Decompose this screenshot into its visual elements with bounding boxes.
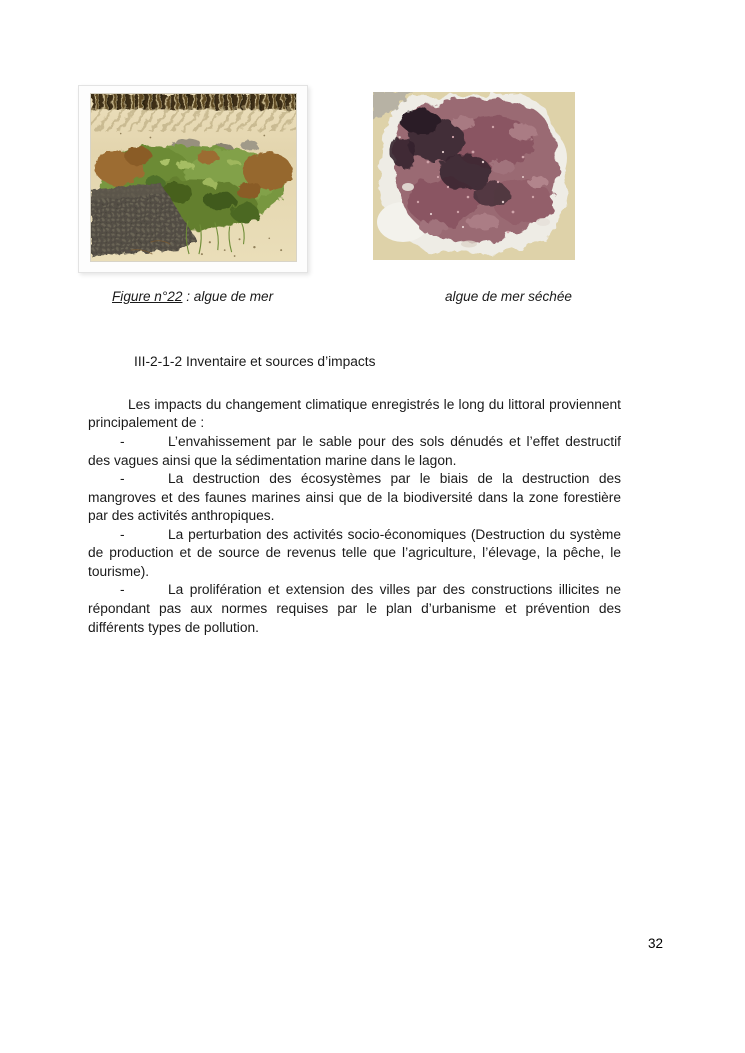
bullet-marker: -	[120, 526, 125, 542]
bullet-item	[88, 433, 621, 470]
section-heading: III-2-1-2 Inventaire et sources d’impacts	[134, 354, 376, 369]
figure-caption-text: : algue de mer	[182, 289, 274, 304]
page-number: 32	[648, 936, 664, 951]
figure-caption-left	[112, 289, 273, 304]
figure-caption-label: Figure n°22	[112, 289, 183, 304]
bullet-marker: -	[120, 434, 125, 450]
section-content	[88, 353, 621, 637]
bullet-item	[88, 470, 621, 526]
photo-algue-de-mer-illustration	[91, 94, 296, 261]
bullet-item	[88, 526, 621, 582]
bullet-item	[88, 581, 621, 637]
bullet-text: La perturbation des activités socio-économiques (Destruction du système de production et de source de revenus telle que l’agriculture, l’élevage, la pêche, le tourisme).	[88, 526, 621, 579]
intro-paragraph: Les impacts du changement climatique enregistrés le long du littoral proviennent principalement de :	[88, 396, 621, 431]
photo-algue-sechee-illustration	[373, 92, 575, 260]
bullet-marker: -	[120, 471, 125, 487]
figure-caption-right: algue de mer séchée	[445, 289, 572, 304]
bullet-text: La destruction des écosystèmes par le biais de la destruction des mangroves et des faunes marines ainsi que de la biodiversité dans la zone forestière par des activités anthropiques.	[88, 471, 621, 524]
bullet-text: La prolifération et extension des villes par des constructions illicites ne répondant pas aux normes requises par le plan d’urbanisme et prévention des différents types de pollution.	[88, 582, 621, 635]
bullet-text: L’envahissement par le sable pour des sols dénudés et l’effet destructif des vagues ainsi que la sédimentation marine dans le lagon.	[88, 434, 621, 468]
photo-algue-de-mer	[90, 93, 297, 262]
figure-frame-left	[78, 85, 308, 273]
photo-algue-de-mer-sechee	[373, 92, 575, 260]
bullet-marker: -	[120, 582, 125, 598]
